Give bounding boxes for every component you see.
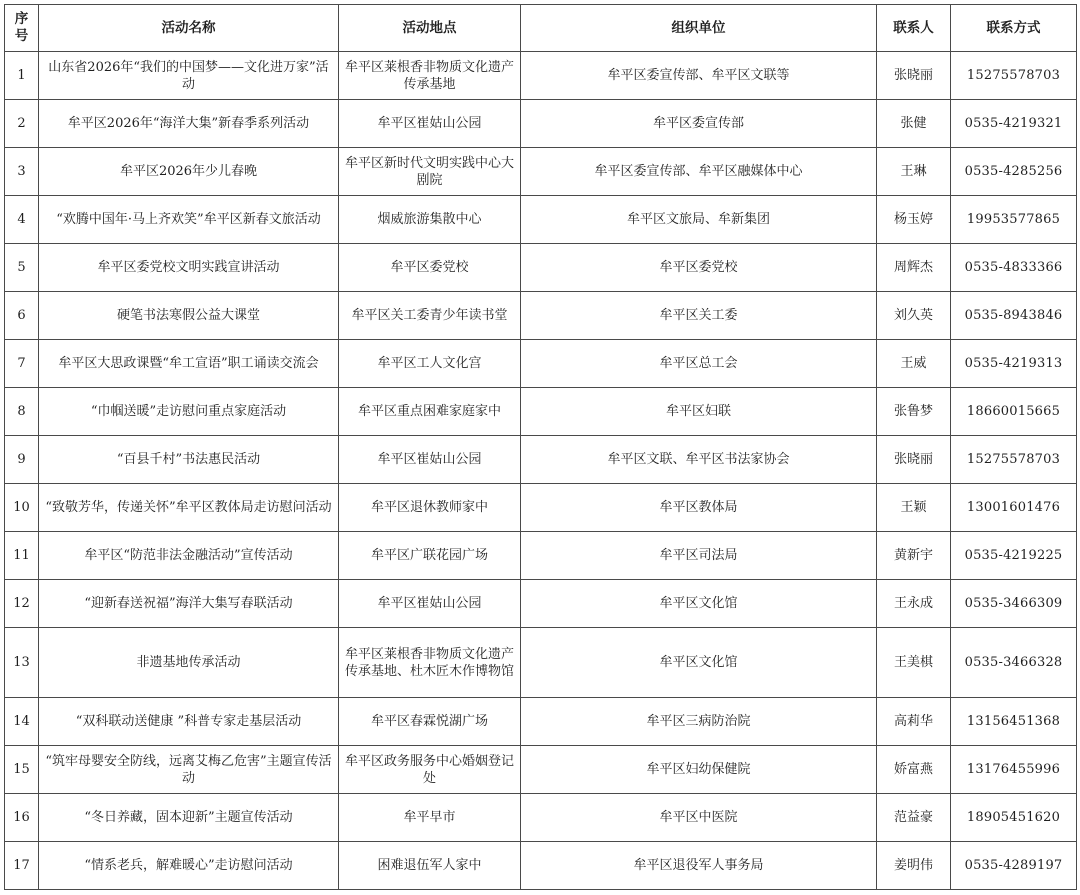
cell-contact-person: 娇富燕 bbox=[877, 746, 951, 794]
cell-activity-name: 硬笔书法寒假公益大课堂 bbox=[39, 292, 339, 340]
cell-organizer: 牟平区退役军人事务局 bbox=[521, 842, 877, 890]
cell-activity-name: 牟平区2026年“海洋大集”新春季系列活动 bbox=[39, 100, 339, 148]
table-row bbox=[5, 794, 1077, 842]
cell-location: 牟平区重点困难家庭家中 bbox=[339, 388, 521, 436]
table-row bbox=[5, 196, 1077, 244]
cell-activity-name: “冬日养藏，固本迎新”主题宣传活动 bbox=[39, 794, 339, 842]
cell-organizer: 牟平区委宣传部、牟平区文联等 bbox=[521, 52, 877, 100]
cell-organizer: 牟平区司法局 bbox=[521, 532, 877, 580]
cell-contact-info: 0535-4219313 bbox=[951, 340, 1077, 388]
table-row bbox=[5, 484, 1077, 532]
table-row bbox=[5, 148, 1077, 196]
cell-contact-info: 13176455996 bbox=[951, 746, 1077, 794]
cell-seq: 3 bbox=[5, 148, 39, 196]
cell-seq: 11 bbox=[5, 532, 39, 580]
cell-contact-person: 黄新宇 bbox=[877, 532, 951, 580]
cell-activity-name: “情系老兵，解难暖心”走访慰问活动 bbox=[39, 842, 339, 890]
cell-activity-name: 牟平区大思政课暨“牟工宣语”职工诵读交流会 bbox=[39, 340, 339, 388]
cell-location: 牟平早市 bbox=[339, 794, 521, 842]
cell-seq: 2 bbox=[5, 100, 39, 148]
cell-location: 牟平区崔姑山公园 bbox=[339, 436, 521, 484]
cell-contact-info: 18660015665 bbox=[951, 388, 1077, 436]
cell-activity-name: “筑牢母婴安全防线，远离艾梅乙危害”主题宣传活动 bbox=[39, 746, 339, 794]
cell-seq: 7 bbox=[5, 340, 39, 388]
cell-seq: 1 bbox=[5, 52, 39, 100]
cell-organizer: 牟平区教体局 bbox=[521, 484, 877, 532]
table-row bbox=[5, 532, 1077, 580]
cell-seq: 17 bbox=[5, 842, 39, 890]
cell-contact-person: 张健 bbox=[877, 100, 951, 148]
table-row bbox=[5, 52, 1077, 100]
cell-activity-name: “迎新春送祝福”海洋大集写春联活动 bbox=[39, 580, 339, 628]
cell-activity-name: 牟平区委党校文明实践宣讲活动 bbox=[39, 244, 339, 292]
cell-organizer: 牟平区妇联 bbox=[521, 388, 877, 436]
header-activity-name: 活动名称 bbox=[39, 5, 339, 52]
cell-contact-person: 周辉杰 bbox=[877, 244, 951, 292]
cell-seq: 16 bbox=[5, 794, 39, 842]
cell-location: 牟平区工人文化宫 bbox=[339, 340, 521, 388]
cell-contact-person: 姜明伟 bbox=[877, 842, 951, 890]
cell-contact-info: 15275578703 bbox=[951, 436, 1077, 484]
header-organizer: 组织单位 bbox=[521, 5, 877, 52]
header-seq: 序号 bbox=[5, 5, 39, 52]
cell-activity-name: 非遗基地传承活动 bbox=[39, 628, 339, 698]
cell-organizer: 牟平区文旅局、牟新集团 bbox=[521, 196, 877, 244]
cell-contact-person: 王永成 bbox=[877, 580, 951, 628]
table-row bbox=[5, 388, 1077, 436]
cell-organizer: 牟平区文化馆 bbox=[521, 580, 877, 628]
header-location: 活动地点 bbox=[339, 5, 521, 52]
cell-contact-person: 张晓丽 bbox=[877, 436, 951, 484]
table-row bbox=[5, 340, 1077, 388]
cell-contact-info: 18905451620 bbox=[951, 794, 1077, 842]
cell-seq: 8 bbox=[5, 388, 39, 436]
cell-contact-person: 刘久英 bbox=[877, 292, 951, 340]
cell-contact-info: 0535-8943846 bbox=[951, 292, 1077, 340]
header-row bbox=[5, 5, 1077, 52]
table-body bbox=[5, 52, 1077, 890]
cell-seq: 9 bbox=[5, 436, 39, 484]
header-contact-person: 联系人 bbox=[877, 5, 951, 52]
cell-activity-name: “百县千村”书法惠民活动 bbox=[39, 436, 339, 484]
cell-seq: 15 bbox=[5, 746, 39, 794]
cell-contact-info: 0535-3466328 bbox=[951, 628, 1077, 698]
cell-contact-info: 0535-4285256 bbox=[951, 148, 1077, 196]
cell-activity-name: 牟平区2026年少儿春晚 bbox=[39, 148, 339, 196]
cell-activity-name: “双科联动送健康 ”科普专家走基层活动 bbox=[39, 698, 339, 746]
cell-location: 烟威旅游集散中心 bbox=[339, 196, 521, 244]
cell-organizer: 牟平区总工会 bbox=[521, 340, 877, 388]
cell-location: 牟平区新时代文明实践中心大剧院 bbox=[339, 148, 521, 196]
cell-location: 牟平区委党校 bbox=[339, 244, 521, 292]
cell-contact-info: 0535-4833366 bbox=[951, 244, 1077, 292]
cell-organizer: 牟平区关工委 bbox=[521, 292, 877, 340]
cell-organizer: 牟平区委宣传部 bbox=[521, 100, 877, 148]
table-row bbox=[5, 436, 1077, 484]
cell-contact-person: 高莉华 bbox=[877, 698, 951, 746]
cell-seq: 13 bbox=[5, 628, 39, 698]
cell-seq: 5 bbox=[5, 244, 39, 292]
cell-seq: 4 bbox=[5, 196, 39, 244]
cell-organizer: 牟平区文化馆 bbox=[521, 628, 877, 698]
table-row bbox=[5, 628, 1077, 698]
cell-organizer: 牟平区三病防治院 bbox=[521, 698, 877, 746]
cell-seq: 12 bbox=[5, 580, 39, 628]
cell-location: 牟平区退休教师家中 bbox=[339, 484, 521, 532]
cell-contact-person: 张鲁梦 bbox=[877, 388, 951, 436]
cell-contact-info: 0535-4219321 bbox=[951, 100, 1077, 148]
cell-contact-info: 0535-4289197 bbox=[951, 842, 1077, 890]
table-row bbox=[5, 244, 1077, 292]
table-row bbox=[5, 842, 1077, 890]
cell-contact-person: 王威 bbox=[877, 340, 951, 388]
cell-contact-info: 0535-4219225 bbox=[951, 532, 1077, 580]
cell-contact-person: 张晓丽 bbox=[877, 52, 951, 100]
activity-table-container bbox=[4, 4, 1077, 890]
cell-activity-name: “巾帼送暖”走访慰问重点家庭活动 bbox=[39, 388, 339, 436]
cell-seq: 10 bbox=[5, 484, 39, 532]
cell-organizer: 牟平区妇幼保健院 bbox=[521, 746, 877, 794]
cell-contact-info: 13001601476 bbox=[951, 484, 1077, 532]
cell-contact-person: 范益豪 bbox=[877, 794, 951, 842]
cell-location: 牟平区政务服务中心婚姻登记处 bbox=[339, 746, 521, 794]
cell-contact-info: 15275578703 bbox=[951, 52, 1077, 100]
table-row bbox=[5, 746, 1077, 794]
cell-contact-person: 杨玉婷 bbox=[877, 196, 951, 244]
cell-organizer: 牟平区文联、牟平区书法家协会 bbox=[521, 436, 877, 484]
cell-seq: 14 bbox=[5, 698, 39, 746]
header-contact-info: 联系方式 bbox=[951, 5, 1077, 52]
cell-contact-person: 王琳 bbox=[877, 148, 951, 196]
cell-location: 牟平区莱根香非物质文化遗产传承基地、杜木匠木作博物馆 bbox=[339, 628, 521, 698]
table-row bbox=[5, 292, 1077, 340]
cell-contact-info: 13156451368 bbox=[951, 698, 1077, 746]
cell-seq: 6 bbox=[5, 292, 39, 340]
table-row bbox=[5, 580, 1077, 628]
table-row bbox=[5, 100, 1077, 148]
cell-activity-name: “欢腾中国年·马上齐欢笑”牟平区新春文旅活动 bbox=[39, 196, 339, 244]
cell-location: 牟平区崔姑山公园 bbox=[339, 580, 521, 628]
cell-organizer: 牟平区委党校 bbox=[521, 244, 877, 292]
cell-contact-info: 0535-3466309 bbox=[951, 580, 1077, 628]
cell-location: 牟平区关工委青少年读书堂 bbox=[339, 292, 521, 340]
cell-location: 牟平区崔姑山公园 bbox=[339, 100, 521, 148]
cell-organizer: 牟平区中医院 bbox=[521, 794, 877, 842]
cell-activity-name: 山东省2026年“我们的中国梦——文化进万家”活动 bbox=[39, 52, 339, 100]
cell-location: 牟平区广联花园广场 bbox=[339, 532, 521, 580]
cell-location: 困难退伍军人家中 bbox=[339, 842, 521, 890]
cell-contact-person: 王美棋 bbox=[877, 628, 951, 698]
cell-activity-name: 牟平区“防范非法金融活动”宣传活动 bbox=[39, 532, 339, 580]
cell-organizer: 牟平区委宣传部、牟平区融媒体中心 bbox=[521, 148, 877, 196]
cell-contact-person: 王颖 bbox=[877, 484, 951, 532]
table-row bbox=[5, 698, 1077, 746]
cell-activity-name: “致敬芳华，传递关怀”牟平区教体局走访慰问活动 bbox=[39, 484, 339, 532]
activity-table bbox=[4, 4, 1077, 890]
cell-location: 牟平区春霖悦湖广场 bbox=[339, 698, 521, 746]
cell-location: 牟平区莱根香非物质文化遗产传承基地 bbox=[339, 52, 521, 100]
cell-contact-info: 19953577865 bbox=[951, 196, 1077, 244]
